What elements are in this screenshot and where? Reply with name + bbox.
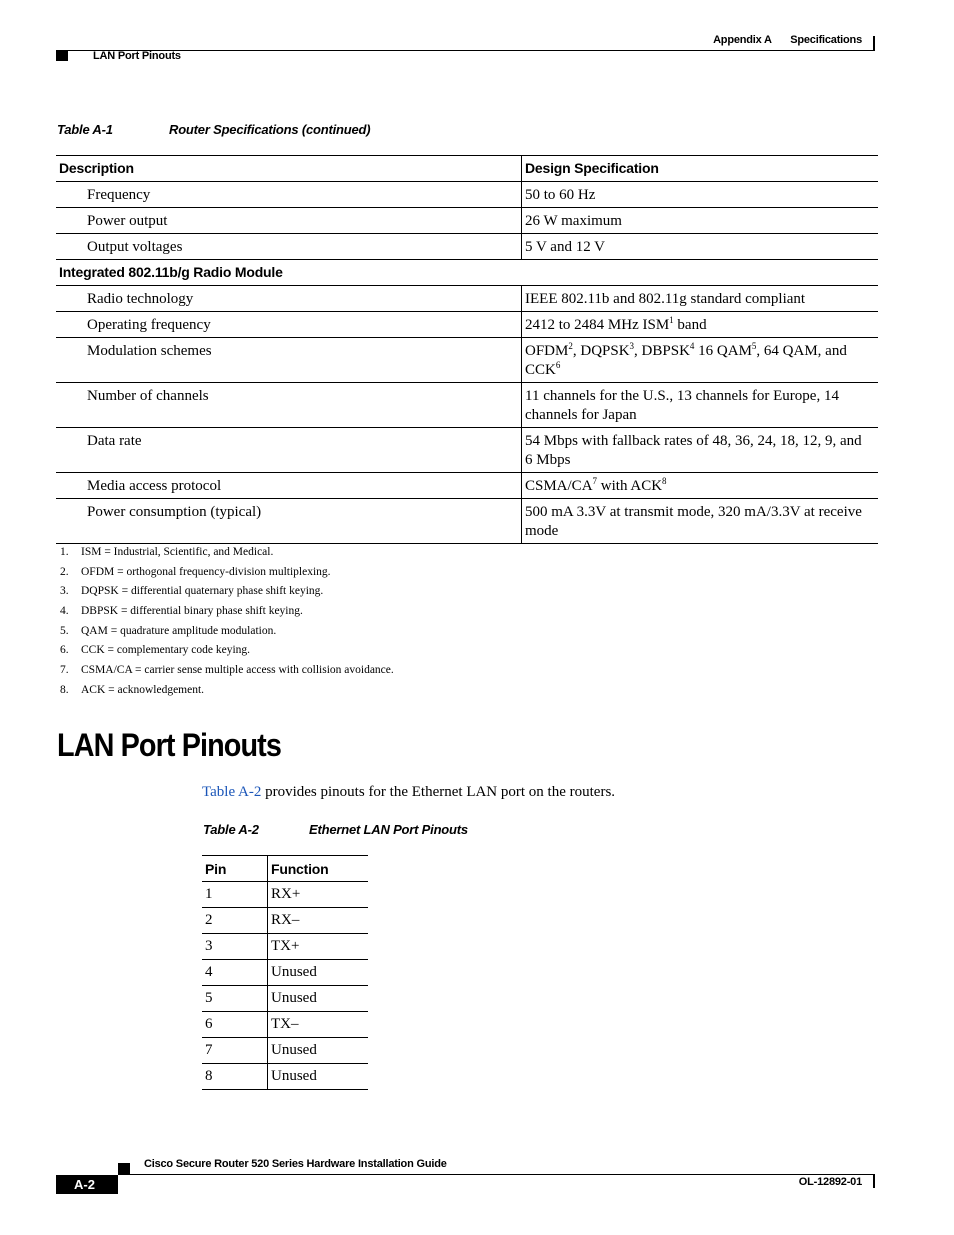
page-number: A-2 <box>56 1175 118 1194</box>
footnote <box>56 622 394 642</box>
router-spec-table <box>56 155 878 544</box>
spec-text: 16 QAM <box>694 343 752 359</box>
table-row <box>56 286 878 312</box>
row-desc: Number of channels <box>87 388 209 404</box>
header-section: LAN Port Pinouts <box>93 50 181 62</box>
header-appendix: Appendix A <box>713 34 772 46</box>
footnote-number: 7. <box>60 664 69 677</box>
pin-number: 8 <box>205 1068 213 1084</box>
table-row <box>56 499 878 544</box>
footnote-text: QAM = quadrature amplitude modulation. <box>81 624 277 637</box>
table-row <box>202 934 368 960</box>
spec-text: OFDM <box>525 343 569 359</box>
row-spec: 50 to 60 Hz <box>522 182 879 208</box>
table-row <box>56 383 878 428</box>
spec-text: 2412 to 2484 MHz ISM <box>525 317 670 333</box>
footer-block <box>118 1163 130 1174</box>
footnote-text: OFDM = orthogonal frequency-division multiplexing. <box>81 565 331 578</box>
spec-text: , 64 QAM, and CCK <box>525 343 847 378</box>
footnote-number: 6. <box>60 644 69 657</box>
doc-number: OL-12892-01 <box>798 1176 862 1188</box>
col-design-spec: Design Specification <box>522 156 879 182</box>
lan-pinout-table <box>202 855 368 1090</box>
table-header-row <box>56 156 878 182</box>
pin-number: 3 <box>205 938 213 954</box>
table-row <box>202 1012 368 1038</box>
footnote-ref: 3 <box>629 341 635 351</box>
footnote-ref: 4 <box>689 341 695 351</box>
radio-module-heading: Integrated 802.11b/g Radio Module <box>59 264 283 280</box>
footnote-ref: 7 <box>592 476 598 486</box>
pin-number: 7 <box>205 1042 213 1058</box>
table2-title: Ethernet LAN Port Pinouts <box>309 822 468 837</box>
table1-caption <box>57 122 371 137</box>
table-row <box>202 960 368 986</box>
table-row <box>202 986 368 1012</box>
spec-text: , DQPSK <box>572 343 630 359</box>
pin-function: Unused <box>268 986 369 1012</box>
table-row <box>202 882 368 908</box>
footer-tick <box>873 1174 875 1188</box>
footnote-text: CSMA/CA = carrier sense multiple access with collision avoidance. <box>81 664 394 677</box>
table1-label: Table A-1 <box>57 122 113 137</box>
footnote-ref: 8 <box>662 476 667 486</box>
header-chapter: Specifications <box>790 34 862 46</box>
footnote-ref: 6 <box>555 360 561 370</box>
footnote-text: ISM = Industrial, Scientific, and Medical. <box>81 546 274 558</box>
table-row <box>202 908 368 934</box>
row-desc: Radio technology <box>87 291 194 307</box>
footnote-text: DQPSK = differential quaternary phase shift keying. <box>81 585 324 598</box>
footnote-ref: 1 <box>669 315 674 325</box>
footnote-ref: 2 <box>568 341 573 351</box>
footnote-text: CCK = complementary code keying. <box>81 644 251 657</box>
footnote-text: ACK = acknowledgement. <box>81 683 205 696</box>
pin-number: 5 <box>205 990 213 1006</box>
pin-function: TX+ <box>268 934 369 960</box>
table-row <box>202 1064 368 1090</box>
pin-function: TX– <box>268 1012 369 1038</box>
spec-text: band <box>673 317 707 333</box>
row-spec: 5 V and 12 V <box>522 234 879 260</box>
table-footnotes <box>56 543 394 701</box>
row-desc: Power consumption (typical) <box>87 504 262 520</box>
row-spec: 500 mA 3.3V at transmit mode, 320 mA/3.3V at receive mode <box>522 499 879 544</box>
intro-paragraph <box>202 784 615 801</box>
pin-number: 2 <box>205 912 213 928</box>
footnote <box>56 681 394 701</box>
row-spec: IEEE 802.11b and 802.11g standard compliant <box>522 286 879 312</box>
table-section-row <box>56 260 878 286</box>
footnote-number: 2. <box>60 565 69 578</box>
footer-rule <box>118 1174 875 1175</box>
footnote-number: 8. <box>60 683 69 696</box>
row-desc: Modulation schemes <box>87 343 212 359</box>
footnote-number: 5. <box>60 624 69 637</box>
pin-function: Unused <box>268 1064 369 1090</box>
table-row <box>202 1038 368 1064</box>
footnote <box>56 543 394 563</box>
table-row <box>56 208 878 234</box>
row-desc: Output voltages <box>87 239 183 255</box>
table-a2-link[interactable]: Table A-2 <box>202 784 262 800</box>
section-title: LAN Port Pinouts <box>57 727 281 763</box>
col-description: Description <box>59 160 134 176</box>
pin-function: Unused <box>268 1038 369 1064</box>
row-spec <box>522 312 879 338</box>
table-row <box>56 312 878 338</box>
row-desc: Media access protocol <box>87 478 222 494</box>
table-header-row <box>202 856 368 882</box>
pin-number: 4 <box>205 964 213 980</box>
table2-label: Table A-2 <box>203 822 259 837</box>
footer-book-title: Cisco Secure Router 520 Series Hardware Installation Guide <box>144 1158 447 1170</box>
pin-number: 1 <box>205 886 213 902</box>
col-pin: Pin <box>205 860 227 877</box>
row-spec: 11 channels for the U.S., 13 channels for Europe, 14 channels for Japan <box>522 383 879 428</box>
spec-text: with ACK <box>597 478 663 494</box>
row-spec <box>522 338 879 383</box>
footnote-number: 3. <box>60 585 69 598</box>
header-block <box>56 51 68 61</box>
spec-text: , DBPSK <box>634 343 690 359</box>
pin-function: RX+ <box>268 882 369 908</box>
table-row <box>56 182 878 208</box>
footnote-number: 4. <box>60 605 69 618</box>
row-spec: 26 W maximum <box>522 208 879 234</box>
row-spec: 54 Mbps with fallback rates of 48, 36, 24, 18, 12, 9, and 6 Mbps <box>522 428 879 473</box>
footnote-text: DBPSK = differential binary phase shift keying. <box>81 605 303 618</box>
table-row <box>56 234 878 260</box>
pin-function: RX– <box>268 908 369 934</box>
row-spec <box>522 473 879 499</box>
row-desc: Frequency <box>87 187 151 203</box>
footnote <box>56 582 394 602</box>
row-desc: Data rate <box>87 433 142 449</box>
header-tick <box>873 36 875 51</box>
col-function: Function <box>268 856 369 882</box>
row-desc: Power output <box>87 213 168 229</box>
table2-caption <box>203 822 468 837</box>
spec-text: CSMA/CA <box>525 478 593 494</box>
footnote-number: 1. <box>60 546 69 558</box>
footnote <box>56 641 394 661</box>
running-header <box>697 34 862 46</box>
table-row <box>56 473 878 499</box>
footnote-ref: 5 <box>751 341 757 351</box>
pin-function: Unused <box>268 960 369 986</box>
table-row <box>56 428 878 473</box>
pin-number: 6 <box>205 1016 213 1032</box>
table1-title: Router Specifications (continued) <box>169 122 371 137</box>
row-desc: Operating frequency <box>87 317 211 333</box>
table-row <box>56 338 878 383</box>
intro-text: provides pinouts for the Ethernet LAN port on the routers. <box>261 784 616 800</box>
footnote <box>56 602 394 622</box>
footnote <box>56 563 394 583</box>
footnote <box>56 661 394 681</box>
